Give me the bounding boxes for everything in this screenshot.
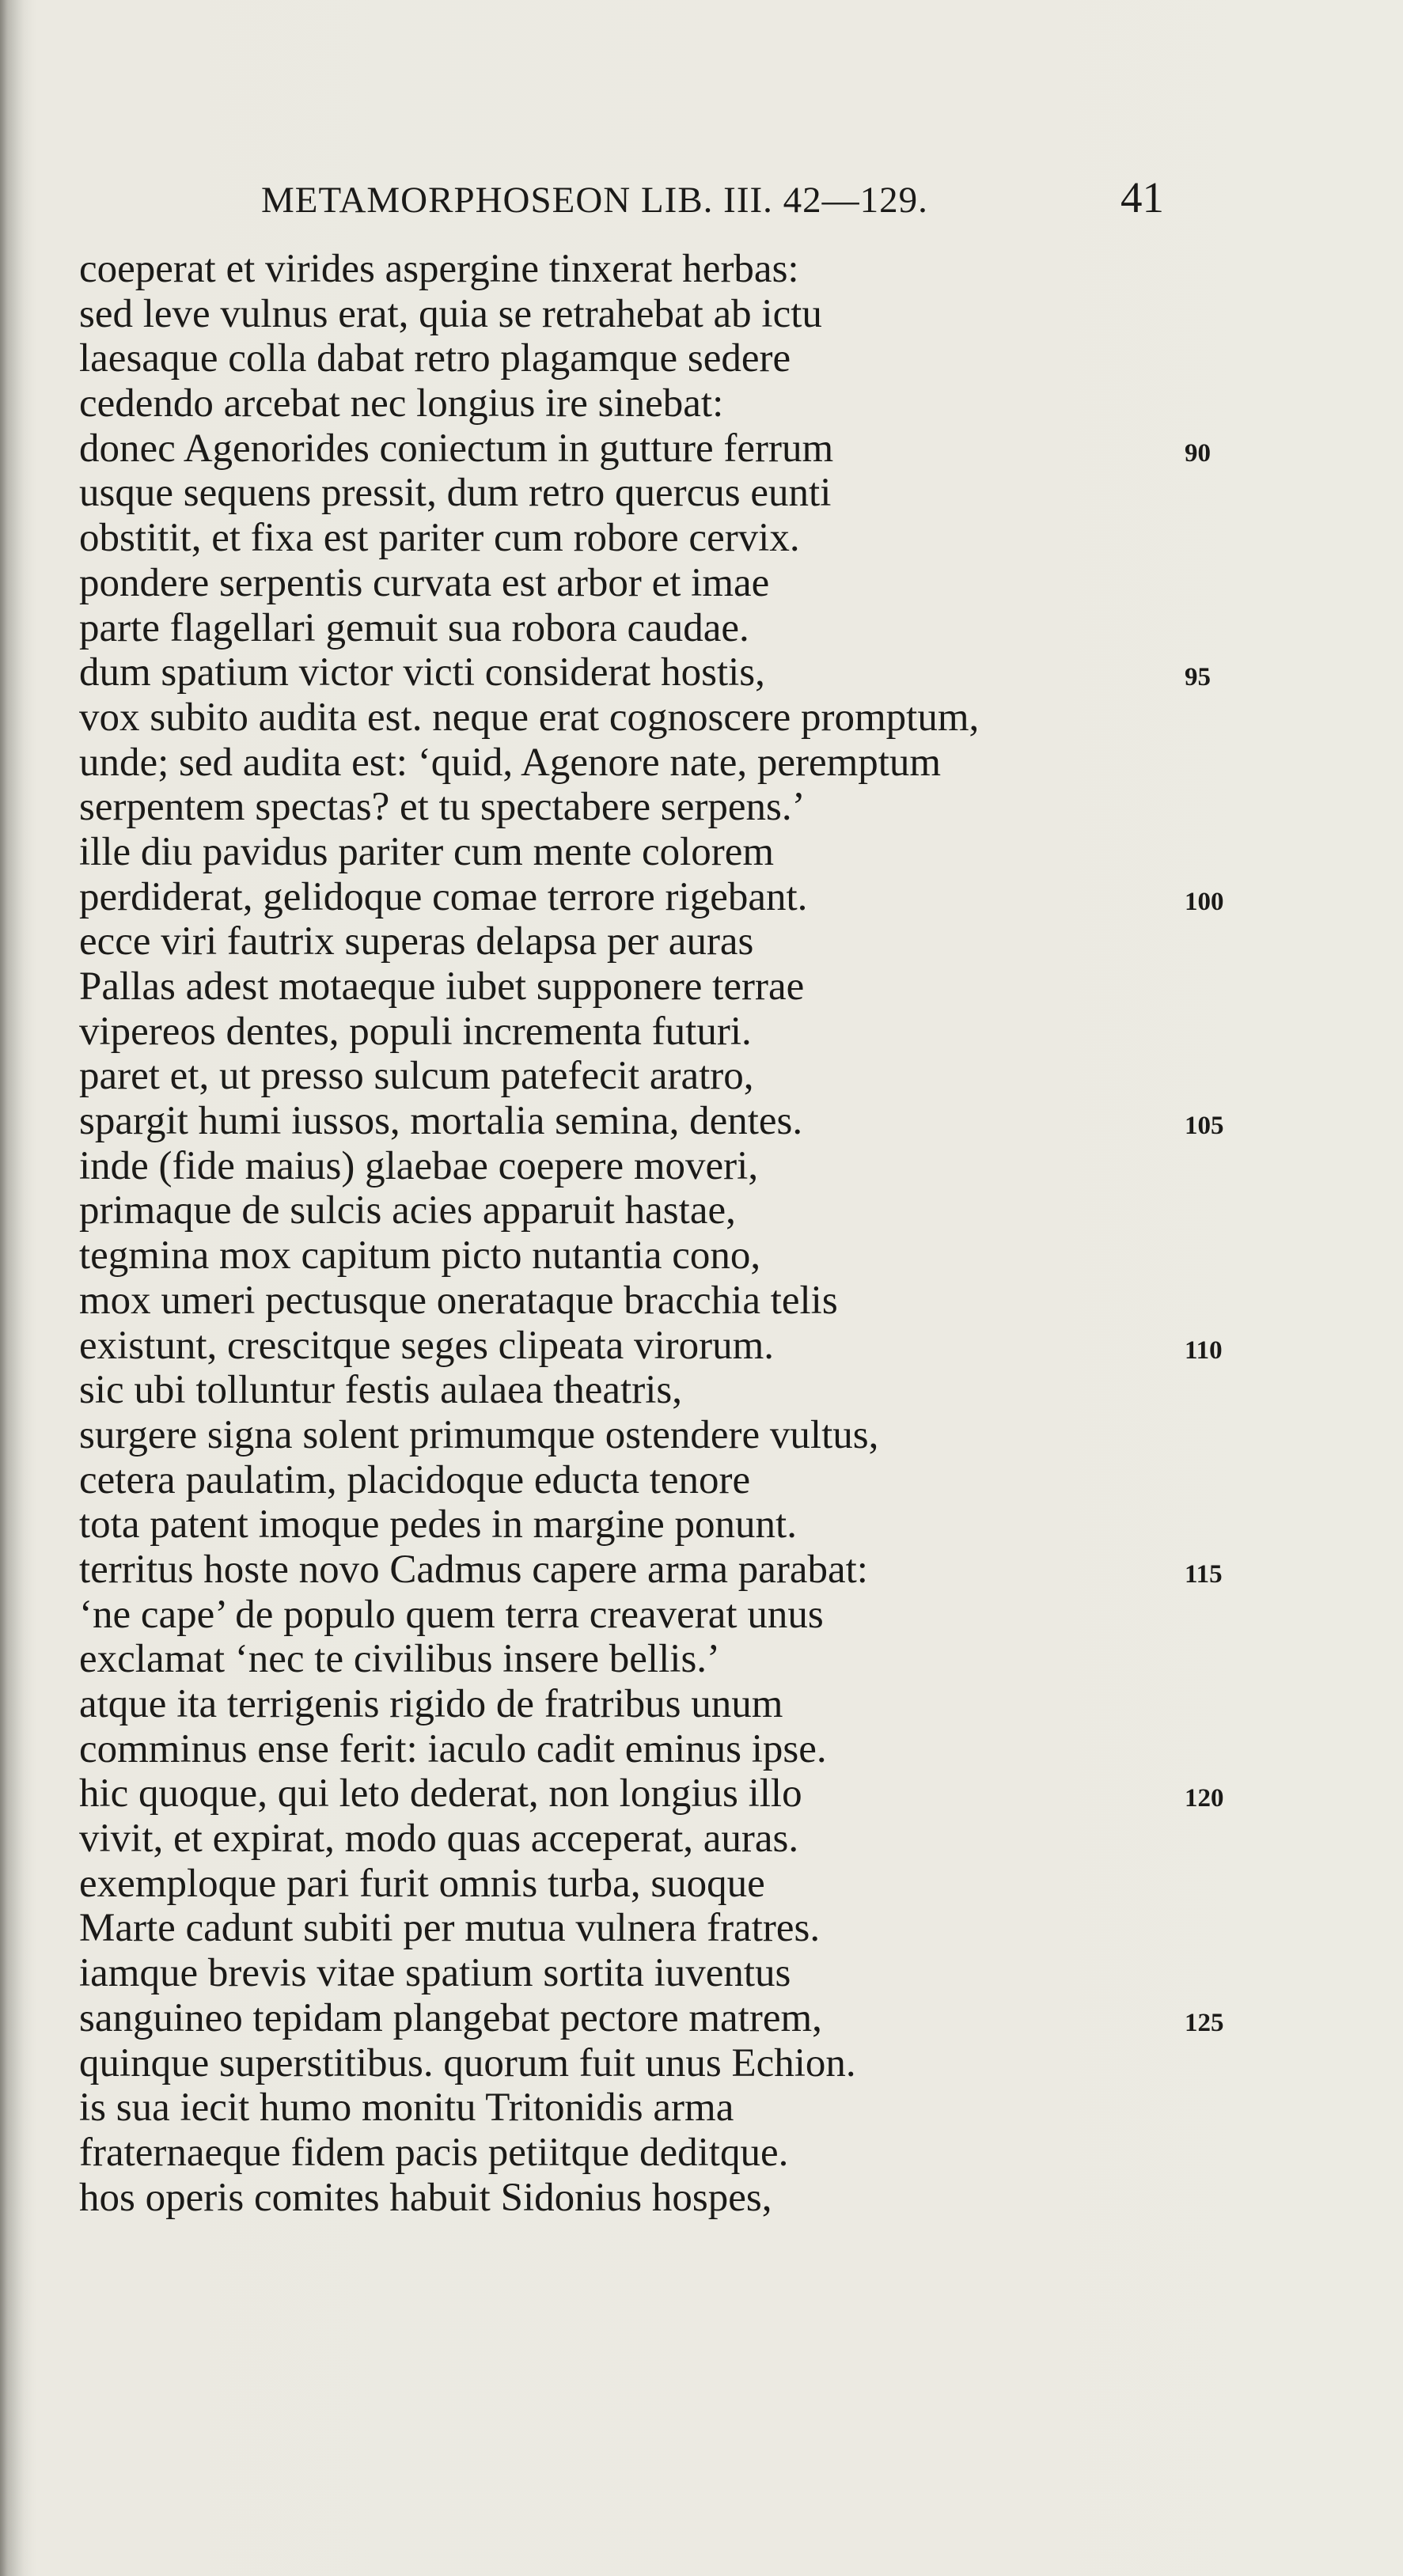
verse-line-text: ille diu pavidus pariter cum mente colorem	[79, 829, 775, 874]
verse-line	[79, 1188, 1211, 1233]
verse-line-text: laesaque colla dabat retro plagamque sedere	[79, 336, 791, 381]
verse-line-text: existunt, crescitque seges clipeata virorum.	[79, 1323, 775, 1368]
verse-text-block	[79, 247, 1224, 2220]
verse-line-number: 95	[1185, 663, 1211, 692]
running-title: METAMORPHOSEON LIB. III. 42—129.	[261, 180, 928, 221]
verse-line-text: parte flagellari gemuit sua robora caudae.	[79, 605, 749, 650]
verse-line-text: hos operis comites habuit Sidonius hospes,	[79, 2175, 772, 2220]
verse-line-number: 115	[1185, 1559, 1223, 1589]
verse-line	[79, 964, 1211, 1010]
verse-line-text: perdiderat, gelidoque comae terrore rigebant.	[79, 874, 808, 919]
verse-line	[79, 2131, 1211, 2176]
verse-line	[79, 785, 1211, 830]
verse-line	[79, 1323, 1223, 1369]
verse-line	[79, 561, 1211, 606]
verse-line	[79, 695, 1211, 741]
verse-line	[79, 1995, 1224, 2041]
verse-line	[79, 1682, 1211, 1727]
verse-line-text: Marte cadunt subiti per mutua vulnera fratres.	[79, 1906, 821, 1951]
verse-line	[79, 292, 1211, 337]
verse-line-text: serpentem spectas? et tu spectabere serpens.’	[79, 785, 806, 830]
verse-line	[79, 741, 1211, 786]
verse-line	[79, 874, 1224, 920]
verse-line	[79, 1099, 1224, 1144]
verse-line	[79, 2176, 1211, 2221]
verse-line	[79, 1144, 1211, 1189]
verse-line	[79, 2085, 1211, 2131]
verse-line	[79, 650, 1211, 695]
verse-line	[79, 1816, 1211, 1862]
verse-line-text: exclamat ‘nec te civilibus insere bellis.’	[79, 1637, 721, 1682]
verse-line-text: fraternaeque fidem pacis petiitque deditque.	[79, 2130, 789, 2175]
verse-line-text: tota patent imoque pedes in margine ponunt.	[79, 1502, 797, 1547]
verse-line-text: pondere serpentis curvata est arbor et imae	[79, 560, 770, 605]
verse-line	[79, 1547, 1223, 1593]
verse-line-text: vox subito audita est. neque erat cognoscere promptum,	[79, 695, 980, 740]
verse-line-text: iamque brevis vitae spatium sortita iuventus	[79, 1951, 791, 1996]
verse-line-number: 105	[1185, 1112, 1224, 1141]
verse-line	[79, 247, 1211, 292]
verse-line	[79, 1368, 1211, 1413]
verse-line	[79, 830, 1211, 875]
verse-line-text: tegmina mox capitum picto nutantia cono,	[79, 1233, 761, 1279]
verse-line-text: usque sequens pressit, dum retro quercus eunti	[79, 471, 832, 516]
verse-line-text: vipereos dentes, populi incrementa futuri.	[79, 1009, 752, 1054]
verse-line-number: 120	[1185, 1784, 1224, 1813]
verse-line	[79, 1951, 1211, 1996]
verse-line-text: ecce viri fautrix superas delapsa per auras	[79, 919, 754, 964]
verse-line-text: ‘ne cape’ de populo quem terra creaverat unus	[79, 1592, 824, 1637]
verse-line	[79, 2041, 1211, 2086]
verse-line-text: sanguineo tepidam plangebat pectore matrem,	[79, 1995, 822, 2040]
verse-line-text: surgere signa solent primumque ostendere vultus,	[79, 1412, 879, 1457]
verse-line-text: sed leve vulnus erat, quia se retrahebat ab ictu	[79, 291, 822, 336]
verse-line	[79, 1727, 1211, 1772]
verse-line	[79, 381, 1211, 426]
verse-line-text: exemploque pari furit omnis turba, suoque	[79, 1861, 765, 1906]
verse-line	[79, 336, 1211, 381]
verse-line-text: primaque de sulcis acies apparuit hastae,	[79, 1188, 736, 1233]
verse-line	[79, 1502, 1211, 1547]
verse-line-number: 100	[1185, 887, 1224, 916]
verse-line-number: 90	[1185, 438, 1211, 468]
verse-line	[79, 606, 1211, 651]
verse-line-text: dum spatium victor victi considerat hostis,	[79, 650, 765, 695]
page-header	[261, 172, 1195, 228]
verse-line-number: 125	[1185, 2008, 1224, 2037]
verse-line-text: cedendo arcebat nec longius ire sinebat:	[79, 381, 724, 426]
verse-line	[79, 1279, 1211, 1324]
verse-line-text: coeperat et virides aspergine tinxerat herbas:	[79, 247, 799, 291]
verse-line-text: atque ita terrigenis rigido de fratribus unum	[79, 1682, 783, 1726]
verse-line-text: territus hoste novo Cadmus capere arma parabat:	[79, 1547, 868, 1592]
verse-line-text: hic quoque, qui leto dederat, non longius illo	[79, 1771, 802, 1816]
verse-line-text: paret et, ut presso sulcum patefecit aratro,	[79, 1054, 754, 1099]
verse-line	[79, 471, 1211, 516]
verse-line-text: mox umeri pectusque onerataque bracchia telis	[79, 1278, 838, 1323]
verse-line	[79, 1637, 1211, 1682]
verse-line-text: comminus ense ferit: iaculo cadit eminus ipse.	[79, 1726, 827, 1771]
verse-line-text: unde; sed audita est: ‘quid, Agenore nate, peremptum	[79, 740, 942, 785]
verse-line	[79, 516, 1211, 561]
verse-line-text: sic ubi tolluntur festis aulaea theatris,	[79, 1368, 682, 1413]
verse-line	[79, 1233, 1211, 1279]
verse-line-text: cetera paulatim, placidoque educta tenore	[79, 1457, 751, 1502]
verse-line-text: quinque superstitibus. quorum fuit unus Echion.	[79, 2040, 856, 2085]
verse-line-number: 110	[1185, 1335, 1223, 1365]
verse-line	[79, 1906, 1211, 1951]
verse-line	[79, 1458, 1211, 1503]
verse-line	[79, 1010, 1211, 1055]
verse-line-text: spargit humi iussos, mortalia semina, dentes.	[79, 1099, 803, 1144]
verse-line	[79, 1413, 1211, 1458]
verse-line	[79, 919, 1211, 964]
verse-line	[79, 426, 1211, 472]
verse-line	[79, 1054, 1211, 1099]
verse-line-text: Pallas adest motaeque iubet supponere terrae	[79, 964, 805, 1009]
binding-gutter-shadow	[0, 0, 36, 2576]
verse-line	[79, 1593, 1211, 1638]
page-number: 41	[1121, 173, 1164, 222]
verse-line-text: inde (fide maius) glaebae coepere moveri,	[79, 1143, 759, 1188]
verse-line-text: obstitit, et fixa est pariter cum robore cervix.	[79, 516, 800, 561]
verse-line	[79, 1862, 1211, 1907]
verse-line-text: donec Agenorides coniectum in gutture ferrum	[79, 426, 834, 471]
verse-line-text: is sua iecit humo monitu Tritonidis arma	[79, 2085, 734, 2131]
verse-line-text: vivit, et expirat, modo quas acceperat, auras.	[79, 1816, 799, 1862]
verse-line	[79, 1771, 1224, 1816]
